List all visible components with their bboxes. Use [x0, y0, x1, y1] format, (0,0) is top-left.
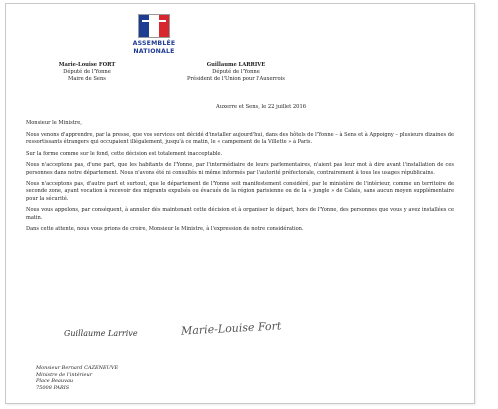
paragraph: Nous vous appelons, par conséquent, à annuler dès maintenant cette décision et à organiser le départ, hors de l'Yonne, des personnes que vous y avez installées ce matin.	[26, 207, 454, 221]
left-author-block	[42, 62, 132, 83]
salutation: Monsieur le Ministre,	[26, 120, 82, 126]
letter-body	[26, 120, 454, 238]
logo-text-line2: NATIONALE	[133, 48, 175, 55]
left-author-name: Marie-Louise FORT	[58, 62, 116, 68]
left-author-role: Maire de Sens	[68, 76, 106, 82]
signature-right: Marie-Louise Fort	[180, 319, 282, 338]
assemblee-nationale-logo	[126, 14, 182, 66]
paragraph: Sur la forme comme sur le fond, cette décision est totalement inacceptable.	[26, 150, 223, 157]
right-author-name: Guillaume LARRIVE	[206, 62, 266, 68]
tricolor-emblem-icon	[138, 14, 170, 38]
logo-text-line1: ASSEMBLÉE	[132, 40, 176, 47]
right-author-title: Député de l'Yonne	[212, 69, 260, 75]
paragraph: Nous n'acceptons pas, d'autre part et surtout, que le département de l'Yonne soit manifestement considéré, par le ministère de l'intérieur, comme un territoire de seconde zone, ayant vocation à recevoir des migrants expulsés ou évacués de la région parisienne ou de la « jungle » de Calais, sans aucun moyen supplémentaire pour la sécurité.	[26, 181, 454, 202]
left-author-title: Député de l'Yonne	[63, 69, 111, 75]
paragraph: Nous n'acceptons pas, d'une part, que les habitants de l'Yonne, par l'intermédiaire de leurs parlementaires, n'aient pas leur mot à dire avant l'installation de ces personnes dans notre département. Nous n'avons été ni consultés ni même informés par l'autorité préfectorale, contrairement à tous les usages républicains.	[26, 162, 454, 176]
paragraph: Nous venons d'apprendre, par la presse, que vos services ont décidé d'installer aujourd'hui, dans des hôtels de l'Yonne – à Sens et à Appoigny – plusieurs dizaines de ressortissants étrangers qui occupaient illégalement, jusqu'à ce matin, le « campement de la Villette » à Paris.	[26, 131, 454, 145]
right-author-role: Président de l'Union pour l'Auxerrois	[187, 76, 285, 82]
recipient-street: Place Beauvau	[36, 378, 74, 385]
recipient-title: Ministre de l'intérieur	[36, 371, 93, 378]
right-author-block	[166, 62, 306, 83]
letter-page	[5, 3, 475, 404]
recipient-name: Monsieur Bernard CAZENEUVE	[36, 365, 119, 371]
recipient-address	[36, 365, 118, 391]
paragraph: Dans cette attente, nous vous prions de croire, Monsieur le Ministre, à l'expression de notre considération.	[26, 226, 304, 233]
signature-left: Guillaume Larrive	[64, 329, 138, 338]
recipient-city: 75008 PARIS	[36, 384, 70, 391]
letter-date: Auxerre et Sens, le 22 juillet 2016	[216, 104, 307, 110]
